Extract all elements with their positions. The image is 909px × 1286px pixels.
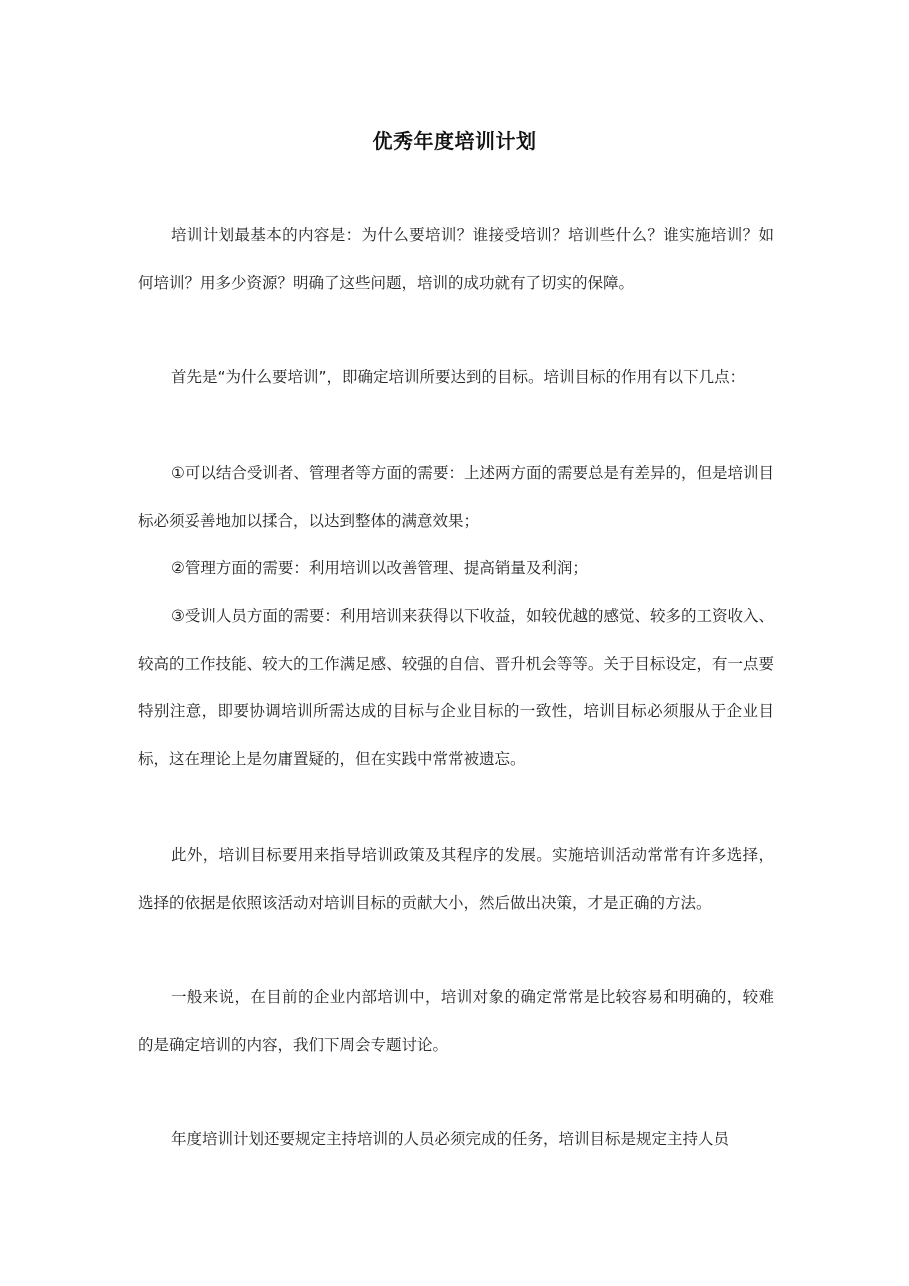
paragraph-1: 培训计划最基本的内容是：为什么要培训？谁接受培训？培训些什么？谁实施培训？如何培训？用多少资源？明确了这些问题，培训的成功就有了切实的保障。 xyxy=(138,226,774,292)
paragraph-3: ①可以结合受训者、管理者等方面的需要：上述两方面的需要总是有差异的，但是培训目标必须妥善地加以揉合，以达到整体的满意效果； xyxy=(138,464,774,530)
paragraph-2: 首先是“为什么要培训”，即确定培训所要达到的目标。培训目标的作用有以下几点： xyxy=(171,368,746,386)
paragraph-7: 一般来说，在目前的企业内部培训中，培训对象的确定常常是比较容易和明确的，较难的是确定培训的内容，我们下周会专题讨论。 xyxy=(138,988,774,1054)
paragraph-6: 此外，培训目标要用来指导培训政策及其程序的发展。实施培训活动常常有许多选择，选择的依据是依照该活动对培训目标的贡献大小，然后做出决策，才是正确的方法。 xyxy=(138,846,774,912)
paragraph-5: ③受训人员方面的需要：利用培训来获得以下收益，如较优越的感觉、较多的工资收入、较高的工作技能、较大的工作满足感、较强的自信、晋升机会等等。关于目标设定，有一点要特别注意，即要协调培训所需达成的目标与企业目标的一致性，培训目标必须服从于企业目标，这在理论上是勿庸置疑的，但在实践中常常被遗忘。 xyxy=(138,607,774,768)
paragraph-4: ②管理方面的需要：利用培训以改善管理、提高销量及利润； xyxy=(171,559,588,577)
document-title: 优秀年度培训计划 xyxy=(372,129,537,153)
paragraph-8: 年度培训计划还要规定主持培训的人员必须完成的任务，培训目标是规定主持人员 xyxy=(171,1130,730,1148)
